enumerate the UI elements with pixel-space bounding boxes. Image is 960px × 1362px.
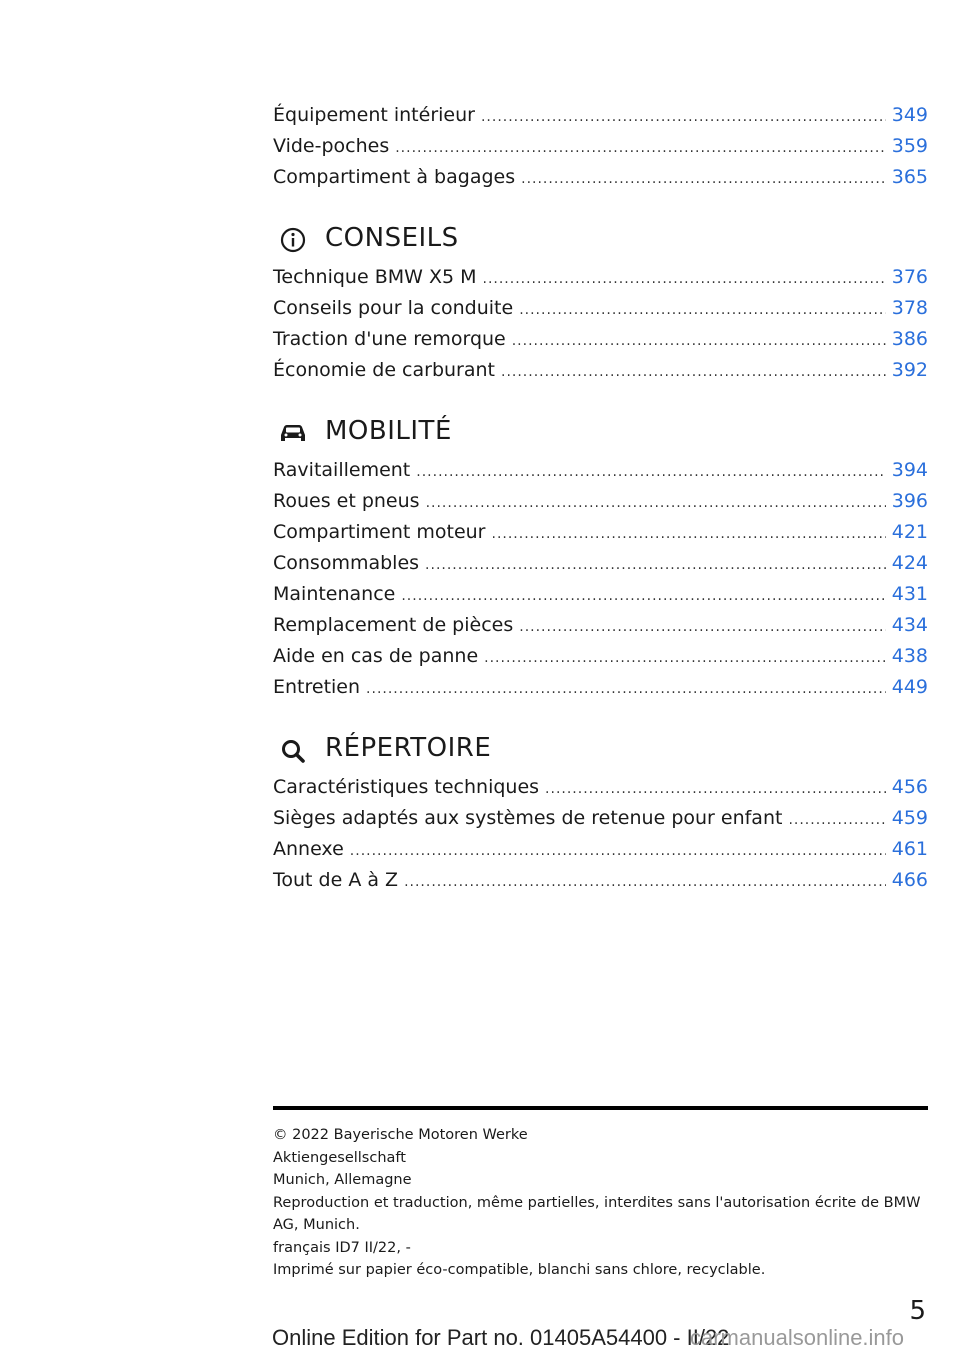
toc-page-link[interactable]: 365	[891, 166, 928, 188]
toc-page-link[interactable]: 431	[891, 583, 928, 605]
section-title: RÉPERTOIRE	[325, 733, 492, 763]
toc-row[interactable]	[273, 548, 928, 579]
toc-page-link[interactable]: 394	[891, 459, 928, 481]
section-title: MOBILITÉ	[325, 416, 452, 446]
section-heading-conseils	[273, 218, 459, 258]
leader-dots	[484, 643, 886, 674]
toc-entry-label: Sièges adaptés aux systèmes de retenue pour enfant	[273, 807, 783, 829]
toc-page-link[interactable]: 392	[891, 359, 928, 381]
toc-row[interactable]	[273, 162, 928, 193]
toc-row[interactable]	[273, 324, 928, 355]
section-title: CONSEILS	[325, 223, 459, 253]
toc-row[interactable]	[273, 131, 928, 162]
toc-row[interactable]	[273, 772, 928, 803]
toc-row[interactable]	[273, 517, 928, 548]
toc-entry-label: Compartiment moteur	[273, 521, 486, 543]
leader-dots	[521, 164, 886, 195]
toc-row[interactable]	[273, 865, 928, 896]
toc-entry-label: Roues et pneus	[273, 490, 420, 512]
watermark: carmanualsonline.info	[690, 1325, 905, 1350]
leader-dots	[426, 488, 886, 519]
car-icon	[273, 411, 313, 451]
divider-rule	[273, 1106, 928, 1110]
toc-page-link[interactable]: 359	[891, 135, 928, 157]
toc-page-link[interactable]: 434	[891, 614, 928, 636]
toc-page-link[interactable]: 378	[891, 297, 928, 319]
toc-entry-label: Technique BMW X5 M	[273, 266, 477, 288]
toc-row[interactable]	[273, 486, 928, 517]
leader-dots	[425, 550, 886, 581]
leader-dots	[545, 774, 886, 805]
toc-entry-label: Remplacement de pièces	[273, 614, 514, 636]
search-icon	[273, 728, 313, 768]
toc-entry-label: Traction d'une remorque	[273, 328, 506, 350]
toc-row[interactable]	[273, 641, 928, 672]
page-number: 5	[909, 1296, 926, 1326]
toc-page-link[interactable]: 349	[891, 104, 928, 126]
toc-page-link[interactable]: 376	[891, 266, 928, 288]
leader-dots	[483, 264, 886, 295]
info-icon	[273, 218, 313, 258]
toc-page-link[interactable]: 438	[891, 645, 928, 667]
imprint-line: Aktiengesellschaft	[273, 1149, 406, 1166]
toc-row[interactable]	[273, 610, 928, 641]
imprint-line: Imprimé sur papier éco-compatible, blanchi sans chlore, recyclable.	[273, 1262, 766, 1278]
leader-dots	[395, 133, 886, 164]
leader-dots	[788, 805, 885, 836]
leader-dots	[401, 581, 885, 612]
section-heading-mobilite	[273, 411, 452, 451]
toc-row[interactable]	[273, 803, 928, 834]
toc-page-link[interactable]: 449	[891, 676, 928, 698]
leader-dots	[350, 836, 886, 867]
toc-page-link[interactable]: 459	[891, 807, 928, 829]
leader-dots	[501, 357, 886, 388]
toc-row[interactable]	[273, 355, 928, 386]
leader-dots	[416, 457, 885, 488]
toc-entry-label: Tout de A à Z	[273, 869, 399, 891]
imprint	[273, 1124, 928, 1282]
toc-entry-label: Conseils pour la conduite	[273, 297, 514, 319]
toc-page-link[interactable]: 396	[891, 490, 928, 512]
toc-row[interactable]	[273, 672, 928, 703]
leader-dots	[512, 326, 886, 357]
leader-dots	[492, 519, 886, 550]
imprint-line: © 2022 Bayerische Motoren Werke	[273, 1127, 528, 1143]
section-heading-repertoire	[273, 728, 491, 768]
toc-entry-label: Maintenance	[273, 583, 396, 605]
toc-entry-label: Annexe	[273, 838, 344, 860]
toc-entry-label: Ravitaillement	[273, 459, 411, 481]
leader-dots	[519, 612, 885, 643]
toc-row[interactable]	[273, 293, 928, 324]
leader-dots	[404, 867, 886, 898]
toc-page-link[interactable]: 386	[891, 328, 928, 350]
footer-edition: Online Edition for Part no. 01405A54400 - II/22	[272, 1325, 730, 1350]
imprint-line: Reproduction et traduction, même partielles, interdites sans l'autorisation écrite de BMW AG, Munich.	[273, 1194, 921, 1233]
imprint-line: Munich, Allemagne	[273, 1172, 412, 1188]
toc-entry-label: Entretien	[273, 676, 361, 698]
leader-dots	[519, 295, 886, 326]
leader-dots	[366, 674, 886, 705]
toc-entry-label: Caractéristiques techniques	[273, 776, 540, 798]
toc-row[interactable]	[273, 579, 928, 610]
toc-entry-label: Compartiment à bagages	[273, 166, 516, 188]
toc-row[interactable]	[273, 262, 928, 293]
toc-entry-label: Aide en cas de panne	[273, 645, 479, 667]
toc-entry-label: Économie de carburant	[273, 359, 495, 381]
imprint-line: français ID7 II/22, -	[273, 1239, 411, 1256]
toc-page-link[interactable]: 466	[891, 869, 928, 891]
toc-page-link[interactable]: 456	[891, 776, 928, 798]
toc-page-link[interactable]: 461	[891, 838, 928, 860]
toc-entry-label: Équipement intérieur	[273, 104, 475, 126]
toc-row[interactable]	[273, 100, 928, 131]
toc-page-link[interactable]: 421	[891, 521, 928, 543]
toc-entry-label: Vide-poches	[273, 135, 390, 157]
toc-page-link[interactable]: 424	[891, 552, 928, 574]
toc-row[interactable]	[273, 455, 928, 486]
toc-entry-label: Consommables	[273, 552, 420, 574]
toc-row[interactable]	[273, 834, 928, 865]
leader-dots	[481, 102, 886, 133]
